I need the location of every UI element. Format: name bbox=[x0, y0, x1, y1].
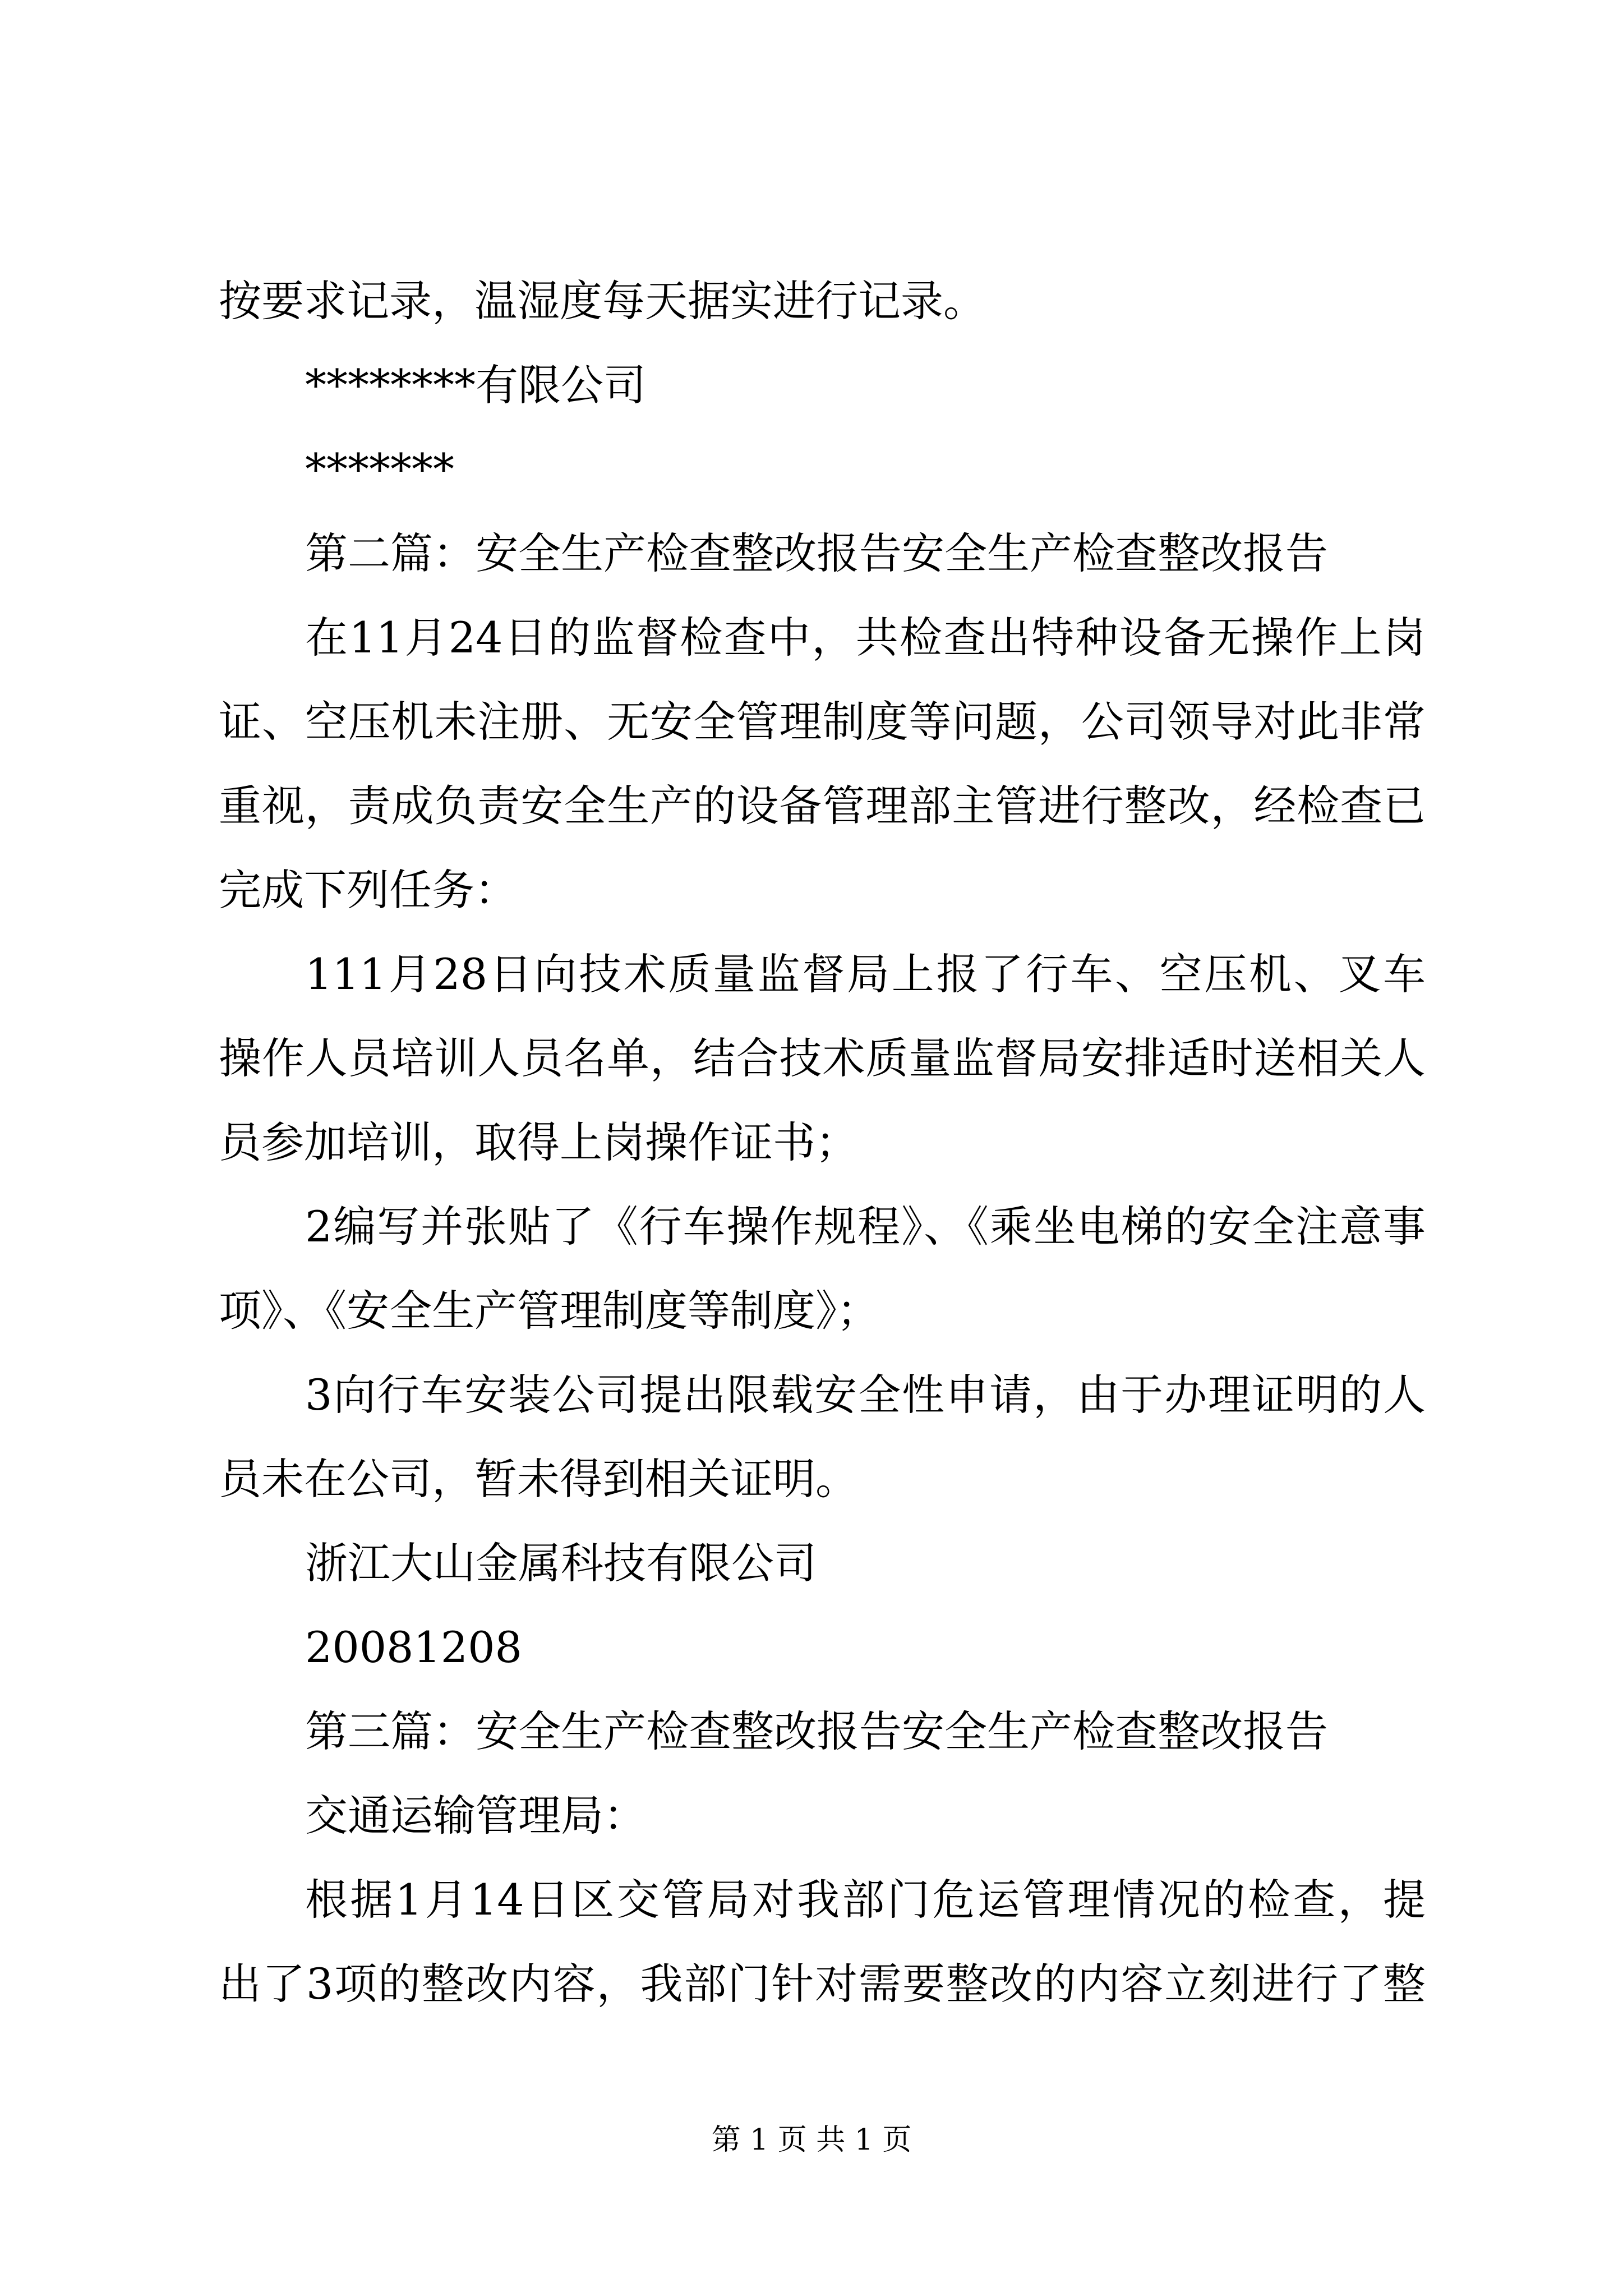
text-line: 员参加培训，取得上岗操作证书； bbox=[219, 1117, 858, 1167]
text-line: 3向行车安装公司提出限载安全性申请，由于办理证明的人 bbox=[305, 1370, 1426, 1420]
text-line: 在11月24日的监督检查中，共检查出特种设备无操作上岗 bbox=[305, 613, 1426, 662]
text-line: 出了3项的整改内容，我部门针对需要整改的内容立刻进行了整 bbox=[219, 1959, 1426, 2009]
text-line: 证、空压机未注册、无安全管理制度等问题，公司领导对此非常 bbox=[219, 697, 1426, 747]
text-line: 2编写并张贴了《行车操作规程》、《乘坐电梯的安全注意事 bbox=[305, 1202, 1426, 1251]
text-line: 根据1月14日区交管局对我部门危运管理情况的检查，提 bbox=[305, 1875, 1426, 1925]
addressee: 交通运输管理局： bbox=[305, 1791, 646, 1841]
text-line: 操作人员培训人员名单，结合技术质量监督局安排适时送相关人 bbox=[219, 1033, 1426, 1083]
document-body bbox=[219, 259, 1426, 2026]
page-number-footer: 第 1 页 共 1 页 bbox=[711, 2123, 912, 2157]
date-masked: ******* bbox=[305, 444, 454, 494]
text-line: 员未在公司，暂未得到相关证明。 bbox=[219, 1454, 858, 1504]
section-heading-2: 第二篇：安全生产检查整改报告安全生产检查整改报告 bbox=[305, 528, 1328, 578]
text-line: 项》、《安全生产管理制度等制度》； bbox=[219, 1286, 879, 1336]
signature-date: 20081208 bbox=[305, 1622, 522, 1672]
company-signature: 浙江大山金属科技有限公司 bbox=[305, 1538, 817, 1588]
section-heading-3: 第三篇：安全生产检查整改报告安全生产检查整改报告 bbox=[305, 1706, 1328, 1756]
text-line: 重视，责成负责安全生产的设备管理部主管进行整改，经检查已 bbox=[219, 781, 1426, 831]
company-name-masked: ********有限公司 bbox=[305, 360, 646, 410]
text-line: 按要求记录，温湿度每天据实进行记录。 bbox=[219, 276, 986, 326]
text-line: 完成下列任务： bbox=[219, 865, 517, 915]
text-line: 111月28日向技术质量监督局上报了行车、空压机、叉车 bbox=[305, 949, 1426, 999]
